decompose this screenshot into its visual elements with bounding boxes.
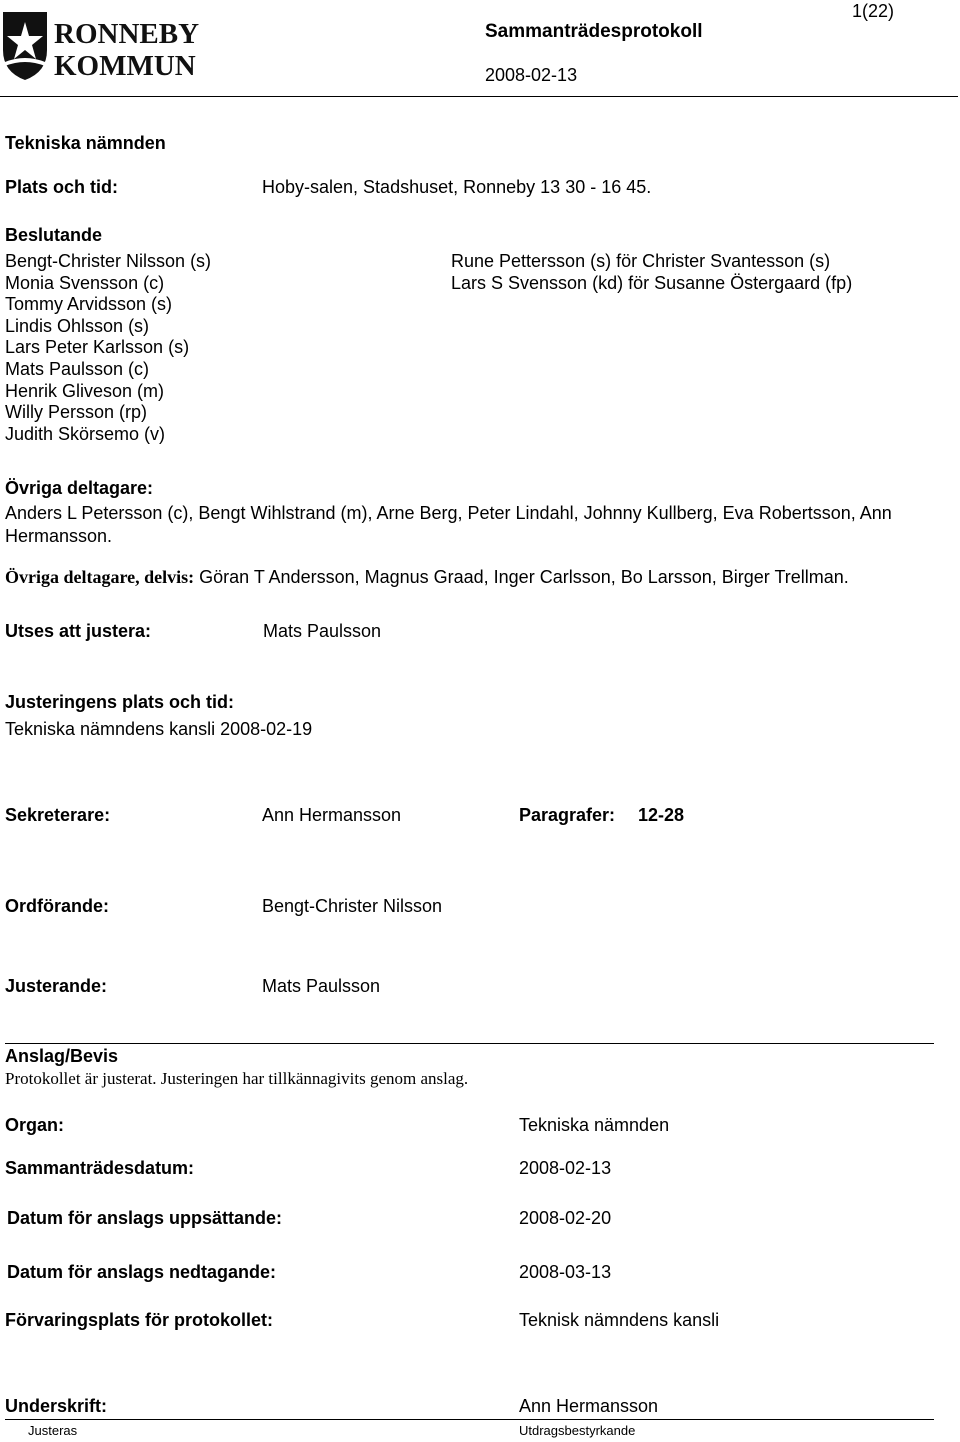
secretary-label: Sekreterare: bbox=[5, 805, 111, 825]
notice-title: Anslag/Bevis bbox=[5, 1046, 119, 1066]
notice-rule bbox=[5, 1043, 934, 1044]
list-item: Bengt-Christer Nilsson (s) bbox=[5, 251, 212, 271]
list-item: Lindis Ohlsson (s) bbox=[5, 315, 150, 336]
other-partial-value: Göran T Andersson, Magnus Graad, Inger Carlsson, Bo Larsson, Birger Trellman. bbox=[199, 567, 849, 587]
footer-justeras: Justeras bbox=[28, 1423, 78, 1438]
adjusting-label: Justerande: bbox=[5, 976, 108, 996]
adjust-place-value: Tekniska nämndens kansli 2008-02-19 bbox=[5, 719, 313, 739]
chair-value: Bengt-Christer Nilsson bbox=[262, 896, 443, 916]
header-date: 2008-02-13 bbox=[485, 65, 578, 85]
decision-makers-left-list bbox=[5, 251, 211, 445]
secretary-value: Ann Hermansson bbox=[262, 805, 402, 825]
logo-line1: RONNEBY bbox=[54, 18, 200, 50]
paragraphs-label: Paragrafer: bbox=[519, 805, 616, 825]
posted-date-label: Datum för anslags uppsättande: bbox=[7, 1208, 283, 1228]
storage-value: Teknisk nämndens kansli bbox=[519, 1310, 720, 1330]
coat-of-arms-icon bbox=[0, 10, 205, 82]
meeting-date-value: 2008-02-13 bbox=[519, 1158, 612, 1178]
posted-date-value: 2008-02-20 bbox=[519, 1208, 612, 1228]
footer-utdragsbestyrkande: Utdragsbestyrkande bbox=[519, 1423, 636, 1438]
logo-line2: KOMMUN bbox=[54, 50, 196, 82]
signature-value: Ann Hermansson bbox=[519, 1396, 659, 1416]
storage-label: Förvaringsplats för protokollet: bbox=[5, 1310, 274, 1330]
adjuster-label: Utses att justera: bbox=[5, 621, 152, 641]
list-item: Willy Persson (rp) bbox=[5, 402, 148, 423]
place-time-label: Plats och tid: bbox=[5, 177, 119, 197]
signature-rule bbox=[5, 1419, 934, 1420]
adjuster-value: Mats Paulsson bbox=[263, 621, 382, 641]
place-time-value: Hoby-salen, Stadshuset, Ronneby 13 30 - 16 45. bbox=[262, 177, 652, 197]
other-partial-row bbox=[5, 567, 849, 589]
list-item: Monia Svensson (c) bbox=[5, 272, 165, 293]
list-item: Rune Pettersson (s) för Christer Svantesson (s) bbox=[451, 251, 831, 271]
paragraphs-value: 12-28 bbox=[638, 805, 685, 825]
page-number: 1(22) bbox=[852, 1, 895, 21]
organ-value: Tekniska nämnden bbox=[519, 1115, 670, 1135]
signature-label: Underskrift: bbox=[5, 1396, 108, 1416]
adjust-place-label: Justeringens plats och tid: bbox=[5, 692, 235, 712]
document-type: Sammanträdesprotokoll bbox=[485, 21, 703, 42]
organ-label: Organ: bbox=[5, 1115, 65, 1135]
list-item: Lars S Svensson (kd) för Susanne Östergaard (fp) bbox=[451, 272, 853, 293]
notice-text: Protokollet är justerat. Justeringen har tillkännagivits genom anslag. bbox=[5, 1069, 469, 1088]
list-item: Lars Peter Karlsson (s) bbox=[5, 337, 190, 358]
list-item: Judith Skörsemo (v) bbox=[5, 423, 166, 444]
other-participants-line1: Anders L Petersson (c), Bengt Wihlstrand (m), Arne Berg, Peter Lindahl, Johnny Kullberg, Eva Robertsson, Ann bbox=[5, 503, 892, 523]
list-item: Henrik Gliveson (m) bbox=[5, 380, 165, 401]
removed-date-label: Datum för anslags nedtagande: bbox=[7, 1262, 277, 1282]
adjusting-value: Mats Paulsson bbox=[262, 976, 381, 996]
municipality-logo bbox=[0, 10, 205, 82]
removed-date-value: 2008-03-13 bbox=[519, 1262, 612, 1282]
header-rule bbox=[0, 96, 958, 97]
other-participants-label: Övriga deltagare: bbox=[5, 478, 154, 498]
other-partial-label: Övriga deltagare, delvis: bbox=[5, 567, 195, 587]
list-item: Tommy Arvidsson (s) bbox=[5, 294, 173, 315]
meeting-date-label: Sammanträdesdatum: bbox=[5, 1158, 195, 1178]
decision-makers-right-list bbox=[451, 251, 852, 294]
chair-label: Ordförande: bbox=[5, 896, 110, 916]
other-participants-line2: Hermansson. bbox=[5, 526, 113, 546]
decision-makers-label: Beslutande bbox=[5, 225, 103, 245]
committee-name: Tekniska nämnden bbox=[5, 133, 166, 153]
list-item: Mats Paulsson (c) bbox=[5, 358, 150, 379]
